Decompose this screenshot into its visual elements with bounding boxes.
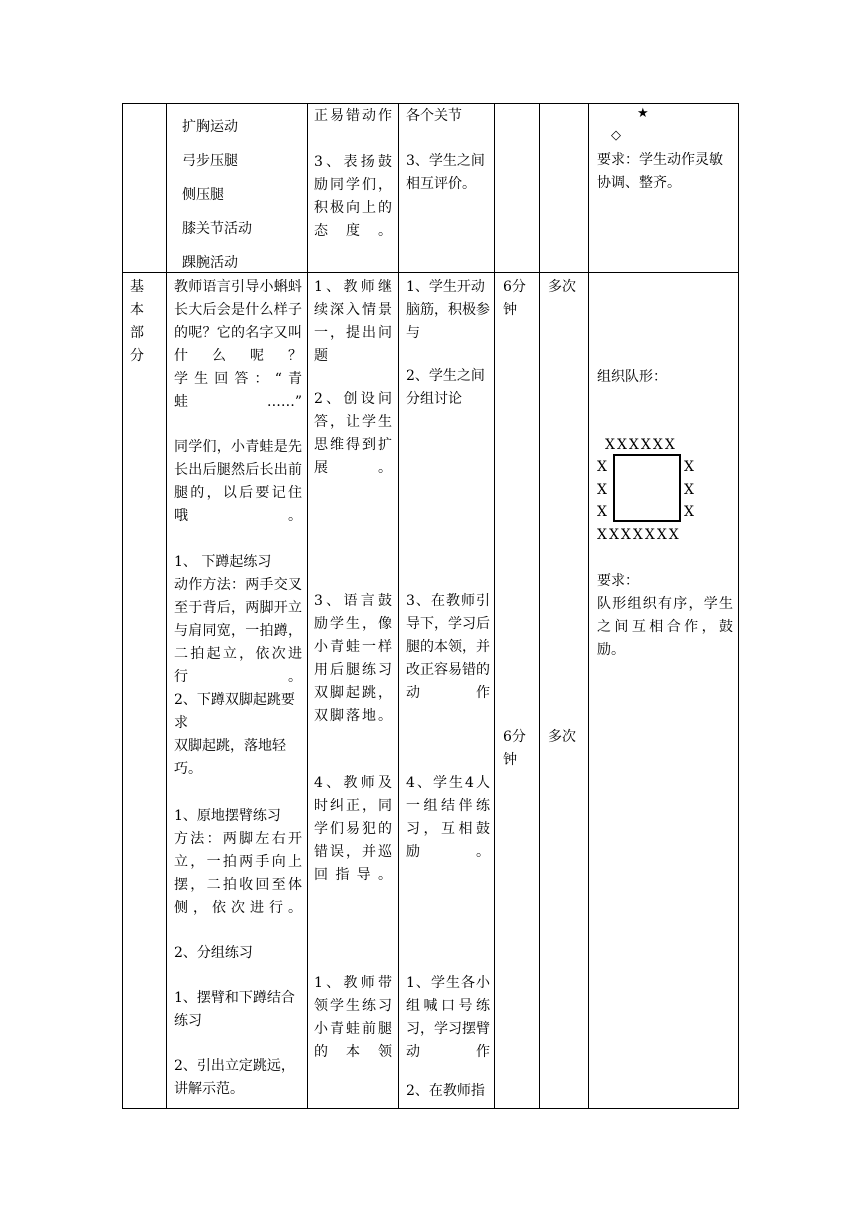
student-text: 1、学生各小组喊口号练习，学习摆臂动作	[406, 975, 490, 1060]
content-cell	[174, 276, 302, 1101]
student-activity-cell	[406, 772, 490, 864]
exercise-title: 1、 下蹲起练习	[174, 554, 272, 570]
col-border	[307, 103, 308, 1109]
col-border	[166, 103, 167, 1109]
teacher-text: 3、语言鼓励学生，像小青蛙一样用后腿练习双脚起跳，双脚落地。	[314, 593, 392, 724]
teacher-activity-cell	[314, 276, 392, 480]
teacher-activity-cell	[314, 590, 392, 728]
student-text: 2、在教师指	[406, 1083, 485, 1099]
col-border	[398, 103, 399, 1109]
student-text: 3、在教师引导下，学习后腿的本领，并改正容易错的动作	[406, 593, 490, 701]
student-activity-cell	[406, 972, 490, 1103]
teacher-activity-cell	[314, 972, 392, 1064]
exercise-item: 踝腕活动	[182, 255, 238, 271]
teacher-activity-cell	[314, 105, 392, 243]
duration-text: 6分钟	[503, 279, 526, 318]
col-border	[494, 103, 495, 1109]
table-bottom-border	[122, 1108, 739, 1109]
formation-right-x: X	[684, 504, 696, 520]
formation-right-x: X	[684, 482, 696, 498]
repetitions-text: 多次	[548, 729, 576, 745]
requirement-label: 要求：	[597, 573, 639, 589]
repetitions-text: 多次	[548, 279, 576, 295]
formation-top-row: XXXXXX	[605, 437, 677, 453]
col-border	[588, 103, 589, 1109]
exercise-desc: 双脚起跳，落地轻巧。	[174, 738, 286, 777]
formation-square	[613, 454, 681, 522]
student-position-diamond-icon: ◇	[611, 128, 621, 143]
formation-bottom-row: XXXXXXX	[597, 527, 681, 543]
student-activity-cell	[406, 105, 490, 196]
requirement-text: 队形组织有序，学生之间互相合作，鼓励。	[597, 596, 733, 658]
teacher-position-star-icon: ★	[637, 106, 649, 121]
col-border	[738, 103, 739, 1109]
exercise-title: 2、下蹲双脚起跳要求	[174, 692, 295, 731]
formation-left-x: X	[597, 459, 609, 475]
exercise-method: 方法：两脚左右开立，一拍两手向上摆，二拍收回至体侧，依次进行。	[174, 831, 302, 916]
section-label: 基本部分	[130, 279, 144, 364]
formation-left-x: X	[597, 482, 609, 498]
teacher-text: 4、教师及时纠正，同学们易犯的错误，并巡回指导。	[314, 775, 392, 883]
teacher-text: 1、教师带领学生练习小青蛙前腿的本领	[314, 975, 392, 1060]
exercise-title: 1、原地摆臂练习	[174, 808, 281, 824]
teacher-text: 正易错动作	[314, 108, 392, 124]
table-top-border	[122, 103, 739, 104]
exercise-item: 弓步压腿	[182, 153, 238, 169]
student-text: 各个关节	[406, 108, 462, 124]
student-text: 2、学生之间分组讨论	[406, 368, 485, 407]
reminder-text: 同学们，小青蛙是先长出后腿然后长出前腿的，以后要记住哦。	[174, 439, 302, 524]
warmup-exercise-list	[182, 110, 302, 280]
teacher-text: 2、创设问答，让学生思维得到扩展。	[314, 391, 392, 476]
exercise-item: 侧压腿	[182, 187, 224, 203]
student-text: 1、学生开动脑筋，积极参与	[406, 279, 490, 341]
student-text: 3、学生之间相互评价。	[406, 153, 485, 192]
formation-left-x: X	[597, 504, 609, 520]
exercise-title: 1、摆臂和下蹲结合练习	[174, 990, 295, 1029]
exercise-item: 膝关节活动	[182, 221, 252, 237]
requirement-text: 要求：学生动作灵敏协调、整齐。	[597, 152, 723, 191]
teacher-intro: 教师语言引导小蝌蚪长大后会是什么样子的呢？它的名字又叫什么呢？	[174, 279, 302, 364]
teacher-text: 3、表扬鼓励同学们，积极向上的态度。	[314, 154, 392, 239]
teacher-activity-cell	[314, 772, 392, 887]
exercise-item: 扩胸运动	[182, 119, 238, 135]
exercise-title: 2、分组练习	[174, 945, 253, 961]
col-border	[122, 103, 123, 1109]
col-border	[539, 103, 540, 1109]
student-text: 4、学生4人一组结伴练习，互相鼓励。	[406, 775, 490, 860]
formation-right-x: X	[684, 459, 696, 475]
exercise-method: 动作方法：两手交叉至于背后，两脚开立与肩同宽，一拍蹲，二拍起立，依次进行。	[174, 577, 302, 685]
organization-label: 组织队形：	[597, 369, 667, 385]
student-answer: 学生回答：“青蛙……”	[174, 371, 302, 410]
teacher-text: 1、教师继续深入情景一，提出问题	[314, 279, 392, 364]
student-activity-cell	[406, 276, 490, 411]
exercise-title: 2、引出立定跳远，讲解示范。	[174, 1058, 295, 1097]
student-activity-cell	[406, 590, 490, 705]
duration-text: 6分钟	[503, 729, 526, 768]
